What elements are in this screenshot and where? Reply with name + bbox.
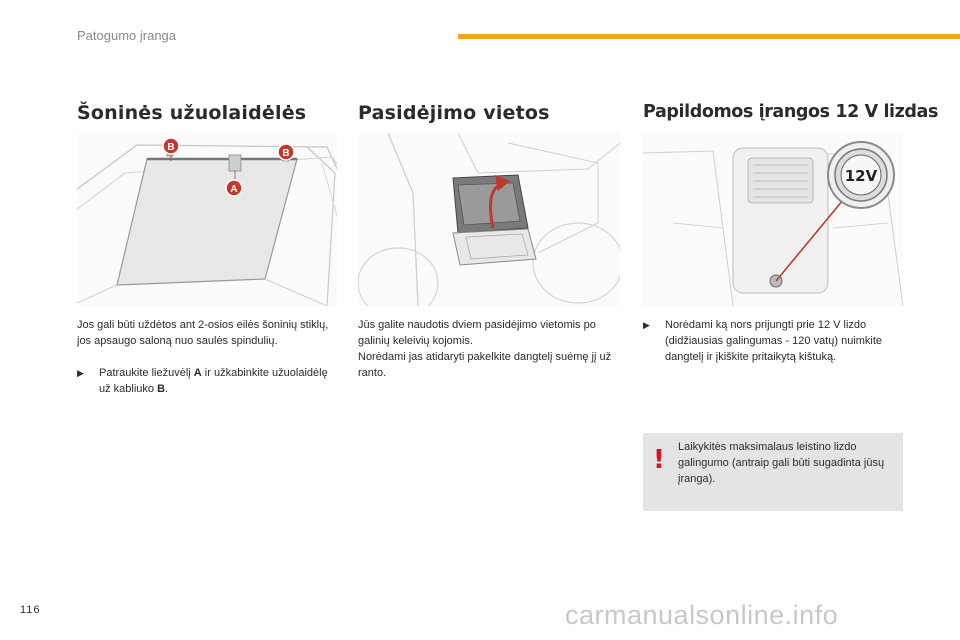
socket-bullet-text: Norėdami ką nors prijungti prie 12 V lizdo (didžiausias galingumas - 120 vatų) nuimkite dangtelį ir įkiškite pritaikytą kištuką. bbox=[665, 319, 883, 363]
side-blind-bullet bbox=[77, 365, 337, 397]
side-blind-paragraph-text: Jos gali būti uždėtos ant 2-osios eilės šoninių stiklų, jos apsaugo saloną nuo saulės spindulių. bbox=[77, 319, 329, 347]
bullet-text-part: ir užkabinkite užuolaidėlę už kabliuko bbox=[99, 367, 328, 395]
svg-text:A: A bbox=[230, 184, 238, 195]
svg-text:B: B bbox=[167, 142, 175, 153]
warning-box bbox=[643, 433, 903, 511]
storage-line-2: Norėdami jas atidaryti pakelkite dangtelį suėmę jį už ranto. bbox=[358, 351, 612, 379]
bullet-text-part: Patraukite liežuvėlį bbox=[99, 367, 194, 379]
storage-line-1: Jūs galite naudotis dviem pasidėjimo vietomis po galinių keleivių kojomis. bbox=[358, 319, 596, 347]
bullet-text-part: . bbox=[165, 383, 169, 395]
bullet-marker-icon: ▶ bbox=[77, 368, 84, 378]
socket-illustration bbox=[643, 133, 903, 306]
page-number: 116 bbox=[20, 604, 41, 616]
socket-drawing bbox=[643, 133, 903, 306]
svg-text:B: B bbox=[282, 148, 290, 159]
storage-paragraph bbox=[358, 317, 623, 381]
svg-text:12V: 12V bbox=[844, 167, 878, 185]
heading-side-blinds: Šoninės užuolaidėlės bbox=[77, 102, 307, 124]
column-storage bbox=[358, 102, 623, 124]
column-side-blinds bbox=[77, 102, 342, 124]
callout-a bbox=[226, 180, 242, 196]
section-title: Patogumo įranga bbox=[77, 28, 177, 43]
socket-12v-icon bbox=[828, 142, 894, 208]
warning-text: Laikykitės maksimalaus leistino lizdo galingumo (antraip gali būti sugadinta jūsų įranga). bbox=[678, 441, 885, 485]
bullet-marker-icon: ▶ bbox=[643, 320, 650, 330]
watermark: carmanualsonline.info bbox=[565, 600, 839, 630]
heading-storage: Pasidėjimo vietos bbox=[358, 102, 550, 124]
heading-12v-socket: Papildomos įrangos 12 V lizdas bbox=[643, 102, 938, 122]
bullet-label-b: B bbox=[157, 383, 166, 395]
storage-drawing bbox=[358, 133, 620, 306]
storage-illustration bbox=[358, 133, 620, 306]
side-blind-paragraph bbox=[77, 317, 339, 349]
callout-b-right bbox=[278, 144, 294, 160]
bullet-label-a: A bbox=[193, 367, 202, 379]
side-blind-illustration bbox=[77, 133, 337, 306]
callout-b-left bbox=[163, 138, 179, 154]
column-12v-socket bbox=[643, 102, 938, 122]
socket-bullet bbox=[643, 317, 905, 365]
header-accent-bar bbox=[458, 34, 960, 39]
side-blind-drawing bbox=[77, 133, 337, 306]
warning-exclamation-icon: ! bbox=[653, 445, 665, 475]
